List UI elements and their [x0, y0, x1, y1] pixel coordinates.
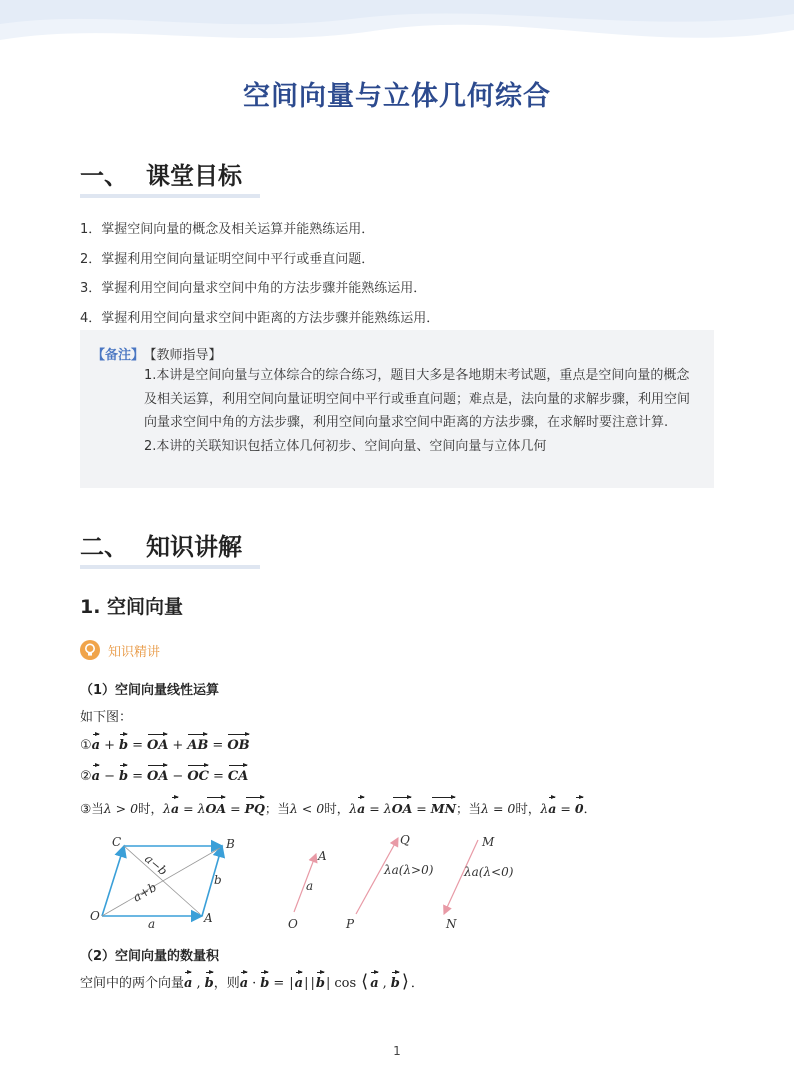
cos-text: cos: [334, 976, 357, 991]
label-a-vector: a: [148, 917, 156, 930]
objective-item: 4．掌握利用空间向量求空间中距离的方法步骤并能熟练运用．: [80, 310, 440, 326]
section-number: 一、: [80, 162, 128, 190]
label-m: M: [482, 835, 495, 849]
label-a-point: A: [204, 911, 213, 925]
note-paragraph: 2.本讲的关联知识包括立体几何初步、空间向量、空间向量与立体几何: [144, 438, 547, 454]
knowledge-tag-label: 知识精讲: [108, 645, 161, 660]
vector-ab: AB: [187, 732, 208, 753]
label-a-point: A: [318, 849, 327, 863]
label-b-point: B: [226, 837, 235, 851]
label-b-vector: b: [214, 873, 222, 887]
subsection-title: 1. 空间向量: [80, 596, 184, 618]
vector-a: a: [548, 795, 556, 816]
vector-a: a: [295, 970, 303, 991]
point-title-linear-ops: （1）空间向量线性运算: [80, 683, 220, 698]
vector-a: a: [370, 970, 378, 991]
equation-marker: ③: [80, 801, 92, 816]
vector-b: b: [391, 970, 400, 991]
vector-a: a: [240, 970, 248, 991]
label-diff: a−b: [142, 851, 171, 879]
note-body: [144, 364, 696, 458]
intro-text: 如下图：: [80, 710, 133, 725]
lambda: λ: [163, 801, 171, 816]
vector-oa: OA: [147, 763, 168, 784]
section-heading-knowledge: [80, 527, 242, 562]
text: ．: [583, 801, 597, 816]
condition: λ < 0: [289, 801, 325, 816]
lambda: λ: [349, 801, 358, 816]
note-header: [92, 344, 222, 363]
vector-ob: OB: [227, 732, 249, 753]
text: ．: [410, 976, 424, 991]
lambda: λ: [383, 801, 392, 816]
vector-ca: CA: [228, 763, 248, 784]
document-title: 空间向量与立体几何综合: [243, 81, 551, 112]
equation-3: ③当λ > 0时，λa = λOA = PQ；当λ < 0时，λa = λOA = MN；当λ = 0时，λa = 0．: [80, 795, 596, 817]
objective-item: 1．掌握空间向量的概念及相关运算并能熟练运用．: [80, 222, 375, 237]
vector-a: a: [92, 763, 100, 784]
section-title: 课堂目标: [146, 162, 242, 190]
section-underline: [80, 565, 260, 569]
text: 当: [91, 801, 104, 816]
vector-pq: PQ: [245, 795, 265, 816]
diagonal-diff: [124, 846, 200, 914]
vector-a: a: [357, 795, 365, 816]
text: 时，: [138, 801, 164, 816]
label-lambda-neg: λa(λ<0): [464, 865, 514, 879]
text: 时，: [324, 801, 350, 816]
objectives-list: [80, 215, 439, 333]
equation-2: ②a − b = OA − OC = CA: [80, 763, 248, 784]
label-q: Q: [400, 833, 410, 847]
vector-a: a: [171, 795, 179, 816]
label-n: N: [446, 917, 457, 931]
objective-item: 2．掌握利用空间向量证明空间中平行或垂直问题．: [80, 251, 375, 267]
text: ，则: [213, 976, 240, 991]
label-a-vector: a: [306, 879, 314, 893]
label-o: O: [90, 909, 100, 923]
section-underline: [80, 194, 260, 198]
label-sum: a+b: [130, 880, 160, 905]
text: ；当: [264, 801, 290, 816]
section-heading-objectives: [80, 156, 242, 191]
vector-b: b: [260, 970, 269, 991]
text: ；当: [456, 801, 482, 816]
condition: λ > 0: [103, 801, 139, 816]
lightbulb-icon: [80, 640, 100, 660]
lambda: λ: [540, 801, 549, 816]
label-o: O: [288, 917, 298, 931]
dot-product-formula: 空间中的两个向量a , b，则a · b = |a| |b| cos ⟨ a , b ⟩ ．: [80, 971, 424, 992]
equation-marker: ①: [80, 738, 92, 753]
vector-mn-figure: [432, 830, 542, 932]
vector-b: b: [205, 970, 214, 991]
label-p: P: [346, 917, 355, 931]
header-wave: [0, 0, 794, 60]
vector-mn: MN: [431, 795, 456, 816]
vector-oc: OC: [187, 763, 209, 784]
vector-b: b: [316, 970, 325, 991]
note-tag: 【备注】: [92, 348, 145, 363]
label-lambda-pos: λa(λ>0): [384, 863, 434, 877]
parallelogram-figure: [84, 830, 244, 930]
teacher-note-box: [80, 330, 714, 488]
condition: λ = 0: [481, 801, 516, 816]
point-title-dot-product: （2）空间向量的数量积: [80, 949, 220, 964]
label-c-point: C: [112, 835, 122, 849]
text: 空间中的两个向量: [80, 976, 185, 991]
vector-oa: OA: [392, 795, 413, 816]
zero-vector: 0: [575, 795, 584, 816]
section-title: 知识讲解: [146, 533, 242, 561]
objective-item: 3．掌握利用空间向量求空间中角的方法步骤并能熟练运用．: [80, 281, 427, 296]
note-label: 【教师指导】: [150, 348, 222, 363]
equation-marker: ②: [80, 769, 92, 784]
page-number: 1: [393, 1044, 401, 1058]
vector-a: a: [184, 970, 192, 991]
vector-b: b: [119, 763, 128, 784]
vector-b: b: [119, 732, 128, 753]
text: 时，: [515, 801, 541, 816]
lambda: λ: [197, 801, 206, 816]
vector-a: a: [92, 732, 100, 753]
equation-1: ①a + b = OA + AB = OB: [80, 732, 250, 753]
vector-a-figure: [284, 846, 334, 932]
section-number: 二、: [80, 533, 128, 561]
vector-oa: OA: [206, 795, 227, 816]
vector-oa: OA: [147, 732, 168, 753]
note-paragraph: 1.本讲是空间向量与立体综合的综合练习，题目大多是各地期末考试题，重点是空间向量的概念及相关运算，利用空间向量证明空间中平行或垂直问题；难点是，法向量的求解步骤，利用空间向量求空间中角的方法步骤，利用空间向量求空间中距离的方法步骤，在求解时要注意计算.: [144, 368, 691, 430]
